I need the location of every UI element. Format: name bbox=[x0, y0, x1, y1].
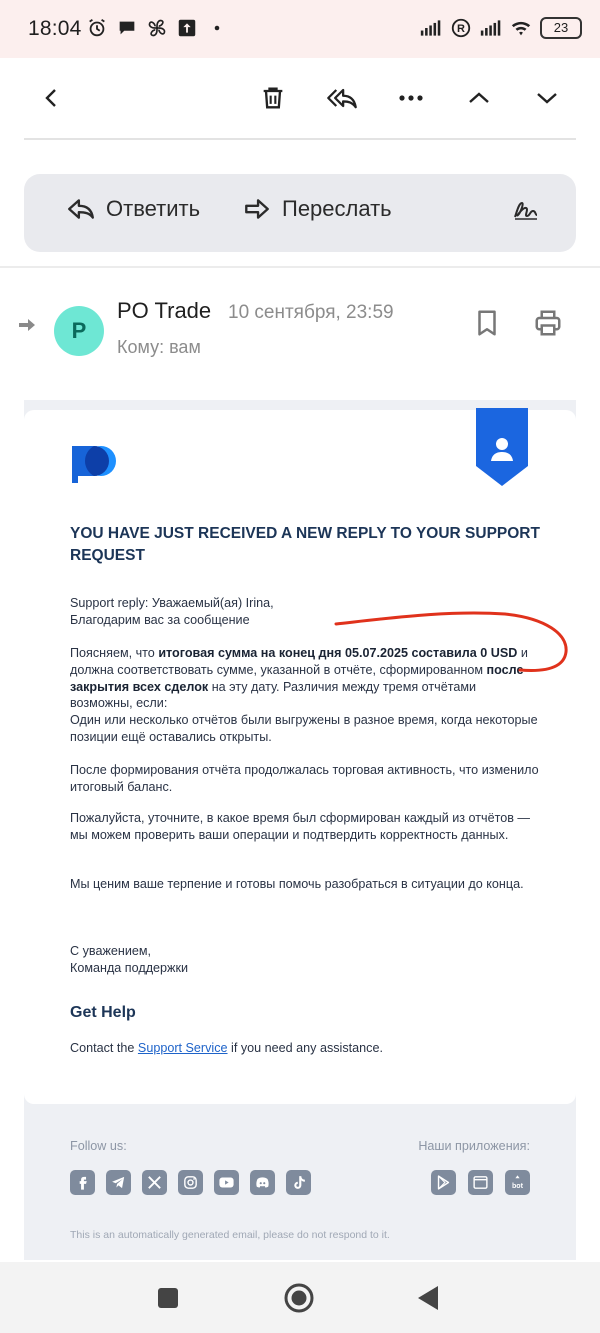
triangle-back-icon bbox=[416, 1284, 442, 1312]
registered-icon bbox=[450, 17, 472, 39]
back-icon bbox=[40, 86, 64, 110]
x-icon[interactable] bbox=[142, 1170, 167, 1195]
bot-icon[interactable] bbox=[505, 1170, 530, 1195]
status-time: 18:04 bbox=[28, 17, 82, 40]
signature-button[interactable] bbox=[512, 196, 540, 222]
forward-button[interactable] bbox=[242, 196, 392, 222]
forward-icon bbox=[242, 196, 272, 222]
system-nav-bar bbox=[0, 1262, 600, 1333]
chevron-up-icon bbox=[467, 86, 491, 110]
support-service-link[interactable]: Support Service bbox=[137, 1041, 228, 1055]
signal2-icon bbox=[480, 17, 502, 39]
chevron-down-icon bbox=[535, 86, 559, 110]
status-bar bbox=[0, 0, 600, 58]
back-nav-button[interactable] bbox=[413, 1282, 445, 1314]
auto-generated-note: This is an automatically generated email, please do not respond to it. bbox=[70, 1229, 390, 1241]
discord-icon[interactable] bbox=[250, 1170, 275, 1195]
email-card bbox=[24, 410, 576, 1104]
alarm-icon bbox=[86, 17, 108, 39]
follow-label: Follow us: bbox=[70, 1139, 127, 1153]
previous-email-button[interactable] bbox=[459, 78, 499, 118]
chat-icon bbox=[116, 17, 138, 39]
avatar[interactable]: P bbox=[54, 306, 104, 356]
reply-label: Ответить bbox=[106, 196, 201, 221]
paragraph: Мы ценим ваше терпение и готовы помочь разобраться в ситуации до конца. bbox=[70, 877, 524, 891]
facebook-icon[interactable] bbox=[70, 1170, 95, 1195]
email-toolbar bbox=[0, 58, 600, 138]
apps-label: Наши приложения: bbox=[418, 1139, 530, 1153]
upload-icon bbox=[176, 17, 198, 39]
sender-date: 10 сентября, 23:59 bbox=[228, 302, 394, 323]
signature: С уважением, Команда поддержки bbox=[70, 944, 189, 975]
greeting bbox=[70, 595, 540, 629]
po-logo bbox=[70, 442, 120, 484]
reply-all-button[interactable] bbox=[322, 78, 362, 118]
get-help-heading: Get Help bbox=[70, 1004, 136, 1021]
square-icon bbox=[156, 1286, 180, 1310]
greeting-line: Благодарим вас за сообщение bbox=[70, 612, 250, 627]
greeting-line: Support reply: Уважаемый(ая) Irina, bbox=[70, 596, 274, 610]
delete-button[interactable] bbox=[253, 78, 293, 118]
wifi-icon bbox=[510, 17, 532, 39]
paragraph-line: Поясняем, что итоговая сумма на конец дня 05.07.2025 составила 0 USD и должна соответствовать сумме, указанной в отчёте, сформированном после закрытия всех сделок на эту дату. Различия между тремя отчётами возможны, если: bbox=[70, 646, 528, 711]
email-heading: YOU HAVE JUST RECEIVED A NEW REPLY TO YOUR SUPPORT REQUEST bbox=[70, 525, 540, 564]
dot-icon bbox=[206, 17, 228, 39]
fan-icon bbox=[146, 17, 168, 39]
more-button[interactable] bbox=[391, 78, 431, 118]
bookmark-icon[interactable] bbox=[472, 308, 502, 338]
more-icon bbox=[399, 94, 423, 102]
paragraph: После формирования отчёта продолжалась торговая активность, что изменило итоговый баланс. bbox=[70, 763, 539, 794]
youtube-icon[interactable] bbox=[214, 1170, 239, 1195]
reply-all-icon bbox=[326, 84, 358, 112]
signal-icon bbox=[420, 17, 442, 39]
highlight-text: итоговая сумма на конец дня 05.07.2025 составила 0 USD bbox=[158, 646, 518, 660]
instagram-icon[interactable] bbox=[178, 1170, 203, 1195]
battery-icon: 23 bbox=[540, 17, 582, 39]
signature-icon bbox=[512, 196, 540, 222]
sender-name[interactable]: PO Trade bbox=[117, 298, 212, 323]
reply-icon bbox=[66, 196, 96, 222]
ribbon-user-icon bbox=[474, 408, 530, 488]
svg-text:R: R bbox=[457, 23, 465, 36]
paragraph: Пожалуйста, уточните, в какое время был сформирован каждый из отчётов — мы можем проверить ваши операции и подтвердить корректность данных. bbox=[70, 811, 531, 842]
telegram-icon[interactable] bbox=[106, 1170, 131, 1195]
back-button[interactable] bbox=[32, 78, 72, 118]
paragraph-line: Один или несколько отчётов были выгружены в разное время, когда некоторые позиции ещё оставались открыты. bbox=[70, 713, 538, 744]
google-play-icon[interactable] bbox=[431, 1170, 456, 1195]
highlight-text: после закрытия всех сделок bbox=[70, 662, 524, 694]
trash-icon bbox=[259, 84, 287, 112]
forward-label: Переслать bbox=[282, 196, 392, 221]
arrow-right-icon bbox=[18, 318, 36, 337]
home-circle-icon bbox=[283, 1282, 315, 1314]
home-button[interactable] bbox=[283, 1282, 315, 1314]
reply-button[interactable] bbox=[66, 196, 200, 222]
next-email-button[interactable] bbox=[527, 78, 567, 118]
bot-label: bot bbox=[511, 1182, 524, 1191]
divider bbox=[24, 138, 576, 140]
contact-line: Contact the Support Service if you need any assistance. bbox=[70, 1041, 383, 1055]
web-app-icon[interactable] bbox=[468, 1170, 493, 1195]
paragraph bbox=[70, 645, 540, 746]
print-icon[interactable] bbox=[533, 308, 563, 338]
divider bbox=[0, 266, 600, 268]
reply-bar bbox=[24, 174, 576, 252]
recipient-line[interactable]: Кому: вам bbox=[117, 337, 201, 357]
recents-button[interactable] bbox=[152, 1282, 184, 1314]
tiktok-icon[interactable] bbox=[286, 1170, 311, 1195]
